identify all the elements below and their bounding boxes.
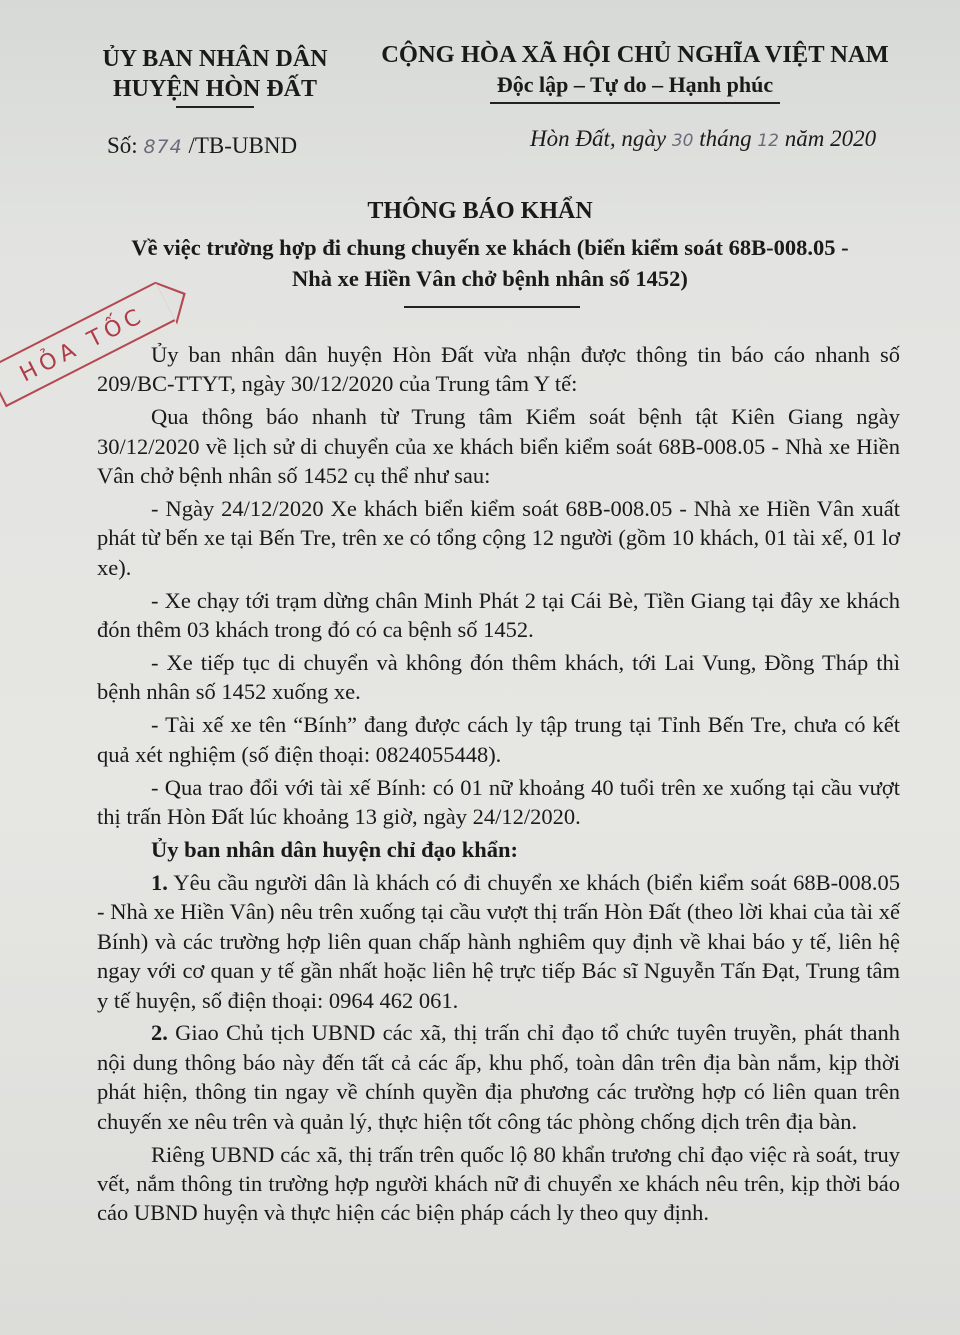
body-paragraph: - Tài xế xe tên “Bính” đang được cách ly tập trung tại Tỉnh Bến Tre, chưa có kết quả xét nghiệm (số điện thoại: 0824055448).	[97, 712, 900, 767]
body-paragraph: Qua thông báo nhanh từ Trung tâm Kiểm soát bệnh tật Kiên Giang ngày 30/12/2020 về lịch sử di chuyển của xe khách biển kiểm soát 68B-008.05 - Nhà xe Hiền Vân chở bệnh nhân số 1452 cụ thể như sau:	[97, 404, 900, 489]
doc-number-handwritten: 874	[143, 136, 183, 158]
national-header	[380, 40, 890, 104]
document-subtitle	[80, 232, 900, 294]
stamp-text: HỎA TỐC	[15, 302, 150, 388]
date-day-handwritten: 30	[671, 131, 694, 151]
national-motto: Độc lập – Tự do – Hạnh phúc	[496, 72, 774, 97]
item-text: Giao Chủ tịch UBND các xã, thị trấn chỉ đạo tổ chức tuyên truyền, phát thanh nội dung thông báo này đến tất cả các ấp, khu phố, toàn dân trên địa bàn nắm, kịp thời phát hiện, thông tin ngay về chính quyền địa phương các trường hợp có liên quan trên chuyến xe nêu trên và quản lý, thực hiện tốt công tác phòng chống dịch trên địa bàn.	[97, 1020, 900, 1134]
agency-underline	[176, 106, 254, 108]
date-month-handwritten: 12	[757, 131, 779, 151]
agency-line-2: HUYỆN HÒN ĐẤT	[112, 76, 317, 102]
body-paragraph: Ủy ban nhân dân huyện Hòn Đất vừa nhận được thông tin báo cáo nhanh số 209/BC-TTYT, ngày 30/12/2020 của Trung tâm Y tế:	[97, 342, 900, 397]
document-title: THÔNG BÁO KHẨN	[367, 198, 593, 224]
body-paragraph: - Xe tiếp tục di chuyển và không đón thêm khách, tới Lai Vung, Đồng Tháp thì bệnh nhân số 1452 xuống xe.	[97, 650, 900, 705]
agency-line-1: ỦY BAN NHÂN DÂN	[102, 46, 328, 72]
item-text: Yêu cầu người dân là khách có đi chuyển xe khách (biển kiểm soát 68B-008.05 - Nhà xe Hiền Vân) nêu trên xuống tại cầu vượt thị trấn Hòn Đất (theo lời khai của tài xế Bính) và các trường hợp liên quan chấp hành nghiêm quy định về khai báo y tế, liên hệ ngay với cơ quan y tế gần nhất hoặc liên hệ trực tiếp Bác sĩ Nguyễn Tấn Đạt, Trung tâm y tế huyện, số điện thoại: 0964 462 061.	[97, 869, 900, 1013]
body-paragraph: - Ngày 24/12/2020 Xe khách biển kiểm soát 68B-008.05 - Nhà xe Hiền Vân xuất phát từ bến xe tại Bến Tre, trên xe có tổng cộng 12 người (gồm 10 khách, 01 tài xế, 01 lơ xe).	[97, 496, 900, 580]
body-paragraph: - Xe chạy tới trạm dừng chân Minh Phát 2 tại Cái Bè, Tiền Giang tại đây xe khách đón thêm 03 khách trong đó có ca bệnh số 1452.	[97, 587, 900, 643]
document-body	[97, 340, 900, 1231]
body-paragraph: - Qua trao đổi với tài xế Bính: có 01 nữ khoảng 40 tuổi trên xe xuống tại cầu vượt thị trấn Hòn Đất lúc khoảng 13 giờ, ngày 24/12/2020.	[97, 774, 900, 830]
final-paragraph: Riêng UBND các xã, thị trấn trên quốc lộ 80 khẩn trương chỉ đạo việc rà soát, truy vết, nắm thông tin trường hợp người khách nữ đi chuyển xe khách nêu trên, kịp thời báo cáo UBND huyện và thực hiện các biện pháp cách ly theo quy định.	[97, 1141, 900, 1226]
issuing-agency	[90, 44, 340, 108]
directive-item-1	[97, 868, 900, 1015]
title-divider	[404, 306, 580, 308]
place-date	[530, 126, 876, 152]
doc-number-prefix: Số:	[107, 133, 144, 158]
nation-name: CỘNG HÒA XÃ HỘI CHỦ NGHĨA VIỆT NAM	[381, 41, 889, 68]
document-number	[107, 133, 297, 159]
date-month-label: tháng	[693, 126, 758, 151]
date-suffix: năm 2020	[779, 126, 877, 151]
date-prefix: Hòn Đất, ngày	[530, 126, 672, 151]
item-number: 1.	[151, 869, 168, 895]
item-number: 2.	[151, 1020, 168, 1046]
subtitle-line-1: Về việc trường hợp đi chung chuyến xe khách (biển kiểm soát 68B-008.05 -	[131, 235, 849, 260]
doc-number-suffix: /TB-UBND	[182, 133, 298, 158]
motto-underline	[490, 102, 780, 104]
directive-item-2	[97, 1018, 900, 1136]
subtitle-line-2: Nhà xe Hiền Vân chở bệnh nhân số 1452)	[292, 266, 688, 291]
directive-heading: Ủy ban nhân dân huyện chỉ đạo khẩn:	[151, 837, 519, 862]
